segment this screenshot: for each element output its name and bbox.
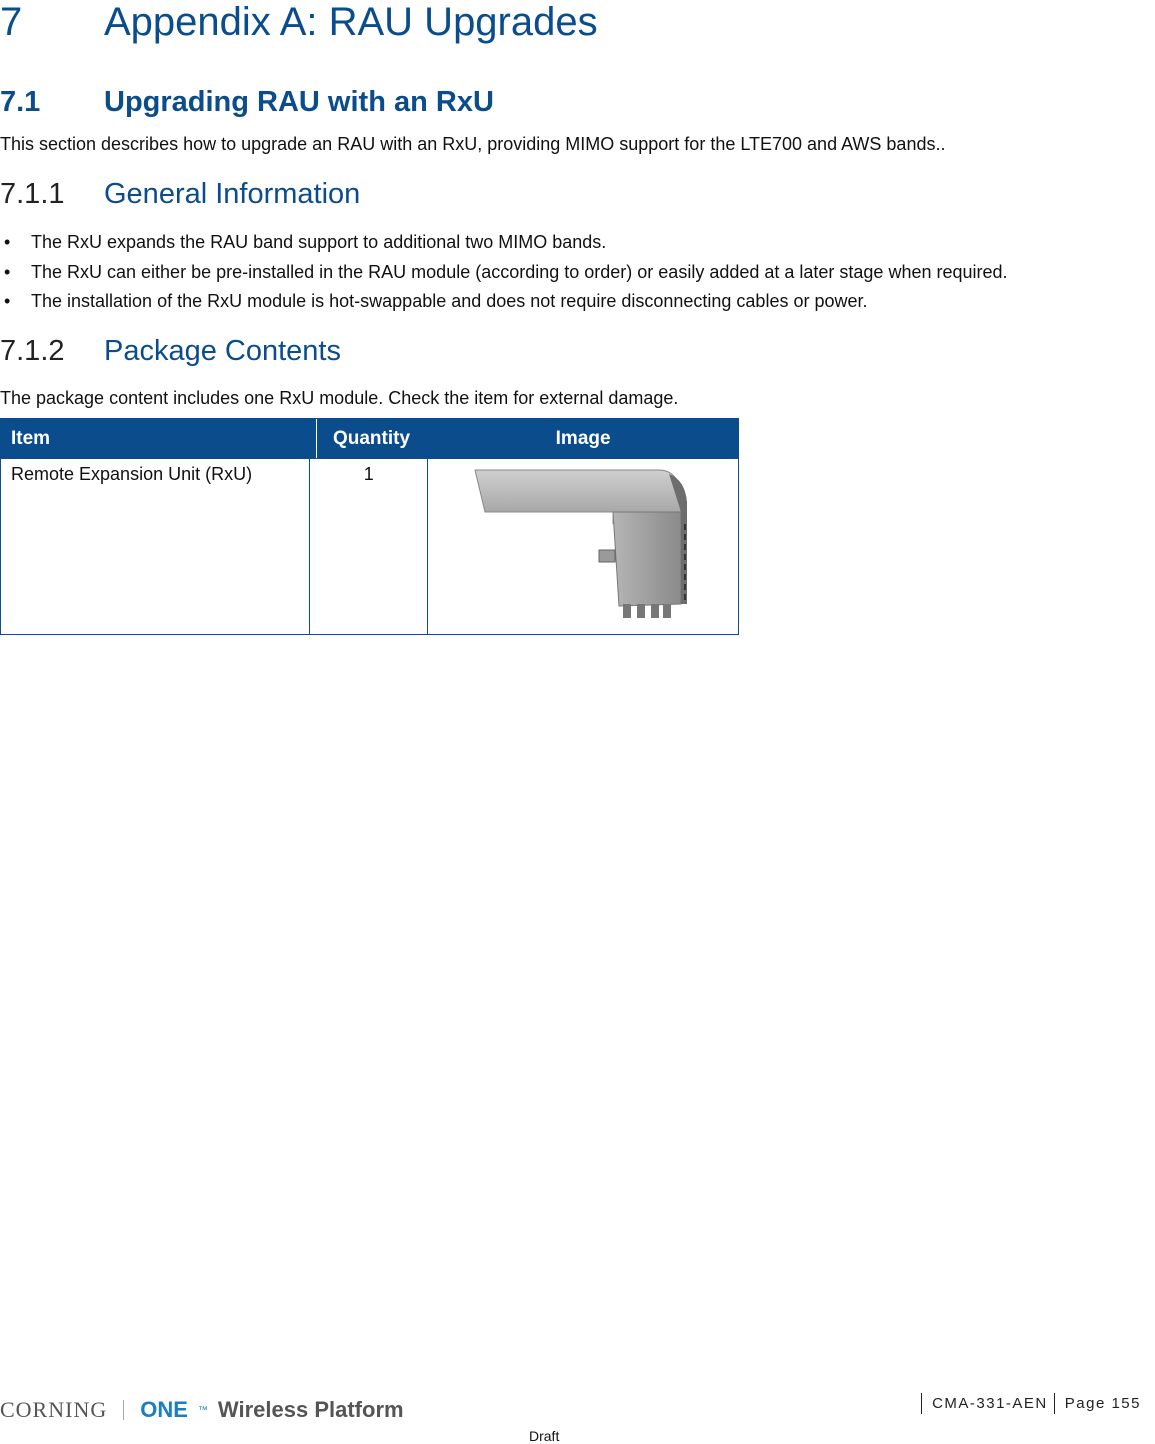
- intro-paragraph: This section describes how to upgrade an RAU with an RxU, providing MIMO support for the LTE700 and AWS bands..: [0, 134, 946, 154]
- footer-doc-info: [921, 1393, 1147, 1414]
- logo-divider: [123, 1400, 124, 1420]
- rxu-module-image: [473, 464, 693, 624]
- subsection-title: General Information: [104, 178, 361, 210]
- section-heading: [0, 86, 494, 118]
- chapter-title: Appendix A: RAU Upgrades: [104, 0, 598, 44]
- package-contents-table: [0, 418, 739, 635]
- product-logo-name: Wireless Platform: [217, 1397, 404, 1422]
- section-number: 7.1: [0, 86, 41, 118]
- cell-image: [428, 459, 739, 635]
- bullet-item: • The RxU expands the RAU band support to additional two MIMO bands.: [4, 232, 607, 252]
- corning-logo: CORNING: [0, 1397, 108, 1422]
- column-header-quantity: Quantity: [310, 419, 428, 459]
- bullet-glyph: •: [4, 232, 11, 252]
- subsection-number: 7.1.2: [0, 335, 65, 367]
- chapter-number: 7: [0, 0, 23, 44]
- bullet-item: • The installation of the RxU module is hot-swappable and does not require disconnecting cables or power.: [4, 291, 868, 311]
- draft-label: Draft: [529, 1428, 560, 1444]
- subsection-title: Package Contents: [104, 335, 341, 367]
- column-header-item: Item: [1, 419, 310, 459]
- cell-quantity: 1: [310, 459, 428, 635]
- bullet-glyph: •: [4, 261, 11, 282]
- column-header-image: Image: [428, 419, 739, 459]
- subsection-number: 7.1.1: [0, 178, 65, 210]
- subsection-heading-general: [0, 178, 360, 210]
- footer-brand-logo: [0, 1396, 404, 1424]
- cell-item: Remote Expansion Unit (RxU): [1, 459, 310, 635]
- table-header-row: [1, 419, 739, 459]
- bullet-item: • The RxU can either be pre-installed in the RAU module (according to order) or easily added at a later stage when required.: [4, 261, 1008, 282]
- product-logo-one: ONE: [140, 1397, 188, 1422]
- subsection-heading-package: [0, 335, 341, 367]
- package-paragraph: The package content includes one RxU module. Check the item for external damage.: [0, 388, 679, 408]
- doc-id: CMA-331-AEN: [921, 1393, 1054, 1414]
- trademark-mark: ™: [197, 1404, 208, 1416]
- page-number: Page 155: [1054, 1393, 1147, 1414]
- section-title: Upgrading RAU with an RxU: [104, 86, 494, 118]
- chapter-heading: [0, 0, 598, 44]
- feature-bullet-list: [0, 231, 1008, 320]
- table-row: [1, 459, 739, 635]
- bullet-glyph: •: [4, 291, 11, 311]
